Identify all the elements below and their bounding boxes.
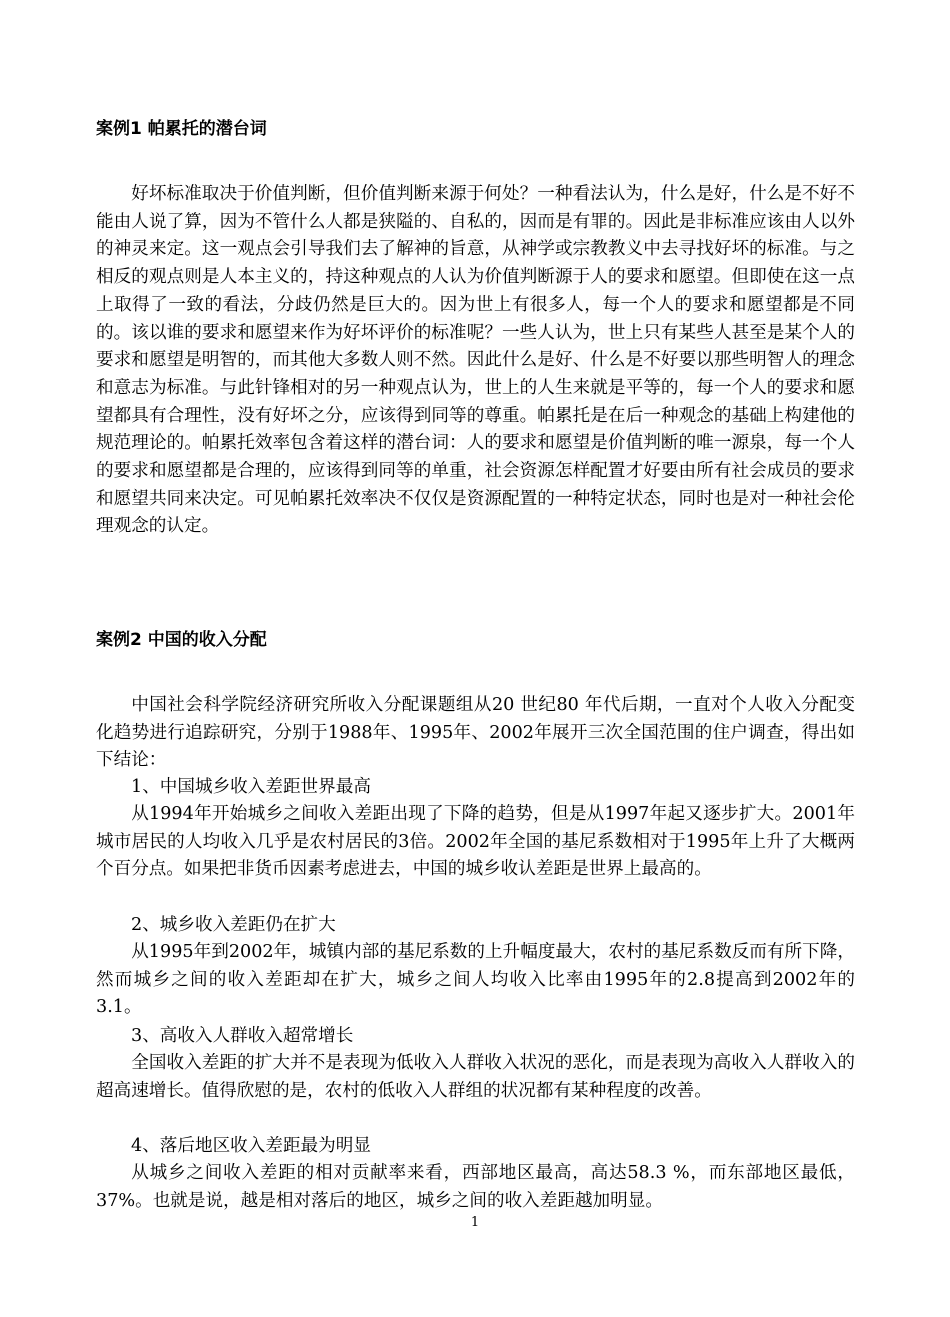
finding-2-heading: 2、城乡收入差距仍在扩大 bbox=[131, 915, 336, 935]
case2-title: 案例2 中国的收入分配 bbox=[96, 630, 267, 650]
case1-paragraph: 好坏标准取决于价值判断，但价值判断来源于何处？一种看法认为，什么是好，什么是不好不能由人说了算，因为不管什么人都是狭隘的、自私的，因而是有罪的。因此是非标准应该由人以外的神灵来定。这一观点会引导我们去了解神的旨意，从神学或宗教教义中去寻找好坏的标准。与之相反的观点则是人本主义的，持这种观点的人认为价值判断源于人的要求和愿望。但即使在这一点上取得了一致的看法，分歧仍然是巨大的。因为世上有很多人，每一个人的要求和愿望都是不同的。该以谁的要求和愿望来作为好坏评价的标准呢？一些人认为，世上只有某些人甚至是某个人的要求和愿望是明智的，而其他大多数人则不然。因此什么是好、什么是不好要以那些明智人的理念和意志为标准。与此针锋相对的另一种观点认为，世上的人生来就是平等的，每一个人的要求和愿望都具有合理性，没有好坏之分，应该得到同等的尊重。帕累托是在后一种观念的基础上构建他的规范理论的。帕累托效率包含着这样的潜台词：人的要求和愿望是价值判断的唯一源泉，每一个人的要求和愿望都是合理的，应该得到同等的单重，社会资源怎样配置才好要由所有社会成员的要求和愿望共同来决定。可见帕累托效率决不仅仅是资源配置的一种特定状态，同时也是对一种社会伦理观念的认定。 bbox=[96, 184, 855, 537]
finding-3-text: 全国收入差距的扩大并不是表现为低收入人群收入状况的恶化，而是表现为高收入人群收入的超高速增长。值得欣慰的是，农村的低收入人群组的状况都有某种程度的改善。 bbox=[96, 1053, 855, 1101]
finding-1-text: 从1994年开始城乡之间收入差距出现了下降的趋势，但是从1997年起又逐步扩大。2001年城市居民的人均收入几乎是农村居民的3倍。2002年全国的基尼系数相对于1995年上升了大概两个百分点。如果把非货币因素考虑进去，中国的城乡收认差距是世界上最高的。 bbox=[96, 804, 855, 880]
case1-title: 案例1 帕累托的潜台词 bbox=[96, 119, 267, 139]
finding-4-heading: 4、落后地区收入差距最为明显 bbox=[131, 1136, 371, 1156]
page-number: 1 bbox=[470, 1215, 480, 1230]
finding-3-heading: 3、高收入人群收入超常增长 bbox=[131, 1026, 354, 1046]
finding-4-text: 从城乡之间收入差距的相对贡献率来看，西部地区最高，高达58.3 %，而东部地区最低，37%。也就是说，越是相对落后的地区，城乡之间的收入差距越加明显。 bbox=[96, 1163, 855, 1211]
case2-intro: 中国社会科学院经济研究所收入分配课题组从20 世纪80 年代后期，一直对个人收入分配变化趋势进行追踪研究，分别于1988年、1995年、2002年展开三次全国范围的住户调查，得出如下结论： bbox=[96, 695, 855, 771]
finding-1-heading: 1、中国城乡收入差距世界最高 bbox=[131, 777, 371, 797]
finding-2-text: 从1995年到2002年，城镇内部的基尼系数的上升幅度最大，农村的基尼系数反而有所下降，然而城乡之间的收入差距却在扩大，城乡之间人均收入比率由1995年的2.8提高到2002年的3.1。 bbox=[96, 942, 855, 1018]
